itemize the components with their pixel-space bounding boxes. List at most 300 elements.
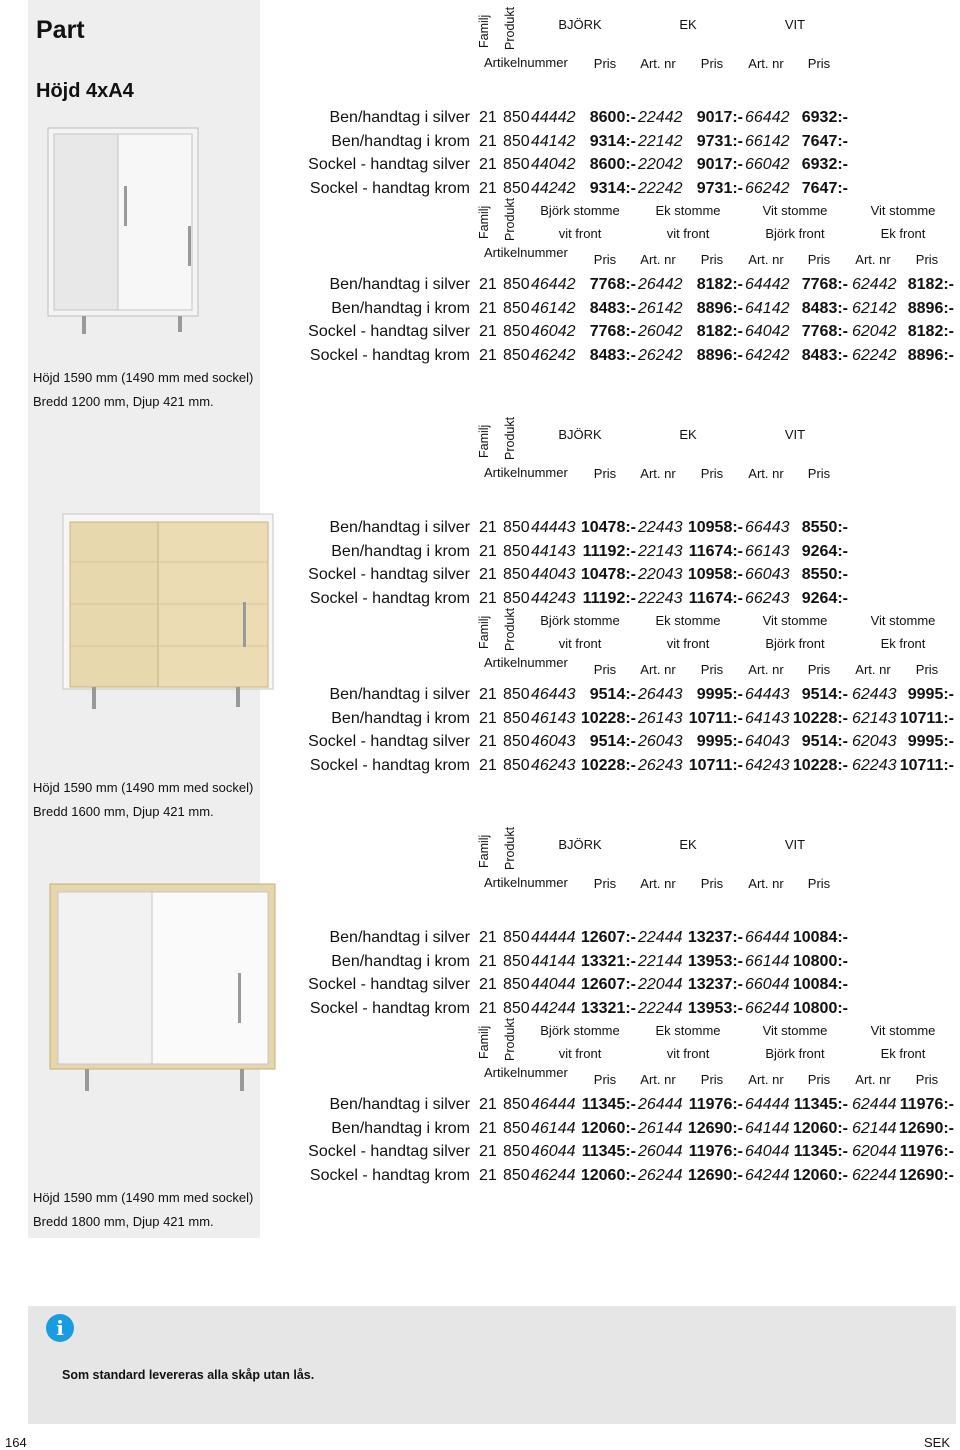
price-cell: 9017:- bbox=[696, 156, 743, 173]
produkt-cell: 850 bbox=[503, 346, 530, 364]
row-label: Sockel - handtag silver bbox=[308, 1143, 470, 1160]
artikelnummer-header: Artikelnummer bbox=[484, 55, 568, 70]
group-header: EK bbox=[679, 17, 697, 32]
row-label: Ben/handtag i silver bbox=[329, 276, 470, 293]
familj-cell: 21 bbox=[479, 1096, 497, 1113]
artnr-cell: 64142 bbox=[745, 299, 790, 317]
familj-cell: 21 bbox=[479, 929, 497, 946]
column-header: Art. nr bbox=[640, 56, 676, 71]
product-dimensions-line: Bredd 1600 mm, Djup 421 mm. bbox=[33, 804, 214, 819]
price-cell: 8182:- bbox=[907, 276, 954, 293]
artnr-cell: 22243 bbox=[638, 589, 683, 607]
artnr-cell: 64242 bbox=[745, 346, 790, 364]
artnr-cell: 44143 bbox=[531, 542, 576, 560]
artikelnummer-header: Artikelnummer bbox=[484, 655, 568, 670]
artnr-cell: 46442 bbox=[531, 276, 576, 293]
artnr-cell: 66044 bbox=[745, 976, 790, 993]
familj-cell: 21 bbox=[479, 132, 497, 150]
price-cell: 7768:- bbox=[589, 323, 636, 340]
artnr-cell: 22244 bbox=[638, 999, 683, 1017]
row-label: Sockel - handtag silver bbox=[308, 976, 470, 993]
price-cell: 10958:- bbox=[687, 519, 743, 536]
price-cell: 12060:- bbox=[580, 1166, 636, 1184]
artnr-cell: 66243 bbox=[745, 589, 790, 607]
column-header: Pris bbox=[807, 466, 831, 481]
group-subheader: vit front bbox=[558, 1046, 602, 1061]
artnr-cell: 26443 bbox=[638, 686, 683, 703]
group-header: Vit stomme bbox=[762, 613, 828, 628]
column-header: Pris bbox=[593, 662, 617, 677]
price-cell: 12060:- bbox=[580, 1119, 636, 1137]
artnr-cell: 26242 bbox=[638, 346, 683, 364]
page-number: 164 bbox=[5, 1435, 27, 1450]
produkt-cell: 850 bbox=[503, 156, 530, 173]
price-cell: 9514:- bbox=[801, 733, 848, 750]
produkt-header: Produkt bbox=[503, 416, 517, 460]
produkt-cell: 850 bbox=[503, 299, 530, 317]
price-cell: 12690:- bbox=[898, 1166, 954, 1184]
column-header: Pris bbox=[807, 252, 831, 267]
row-label: Ben/handtag i krom bbox=[331, 132, 470, 150]
column-header: Art. nr bbox=[640, 662, 676, 677]
column-header: Pris bbox=[915, 1072, 939, 1087]
group-header: Vit stomme bbox=[870, 613, 936, 628]
group-header: VIT bbox=[784, 837, 806, 852]
price-cell: 8483:- bbox=[589, 299, 636, 317]
group-header: Björk stomme bbox=[540, 1023, 620, 1038]
row-label: Ben/handtag i silver bbox=[329, 109, 470, 126]
produkt-cell: 850 bbox=[503, 1096, 530, 1113]
group-subheader: Björk front bbox=[765, 1046, 825, 1061]
price-cell: 10228:- bbox=[792, 709, 848, 727]
price-cell: 12690:- bbox=[687, 1166, 743, 1184]
price-cell: 8550:- bbox=[801, 566, 848, 583]
artnr-cell: 66143 bbox=[745, 542, 790, 560]
group-subheader: Ek front bbox=[880, 1046, 926, 1061]
price-cell: 10228:- bbox=[792, 756, 848, 774]
artnr-cell: 22443 bbox=[638, 519, 683, 536]
price-cell: 11345:- bbox=[581, 1096, 636, 1113]
row-label: Ben/handtag i krom bbox=[331, 299, 470, 317]
column-header: Pris bbox=[807, 876, 831, 891]
price-cell: 11976:- bbox=[899, 1096, 954, 1113]
price-cell: 9995:- bbox=[696, 733, 743, 750]
group-header: BJÖRK bbox=[558, 427, 602, 442]
column-header: Pris bbox=[915, 662, 939, 677]
row-label: Sockel - handtag silver bbox=[308, 156, 470, 173]
artnr-cell: 22043 bbox=[638, 566, 683, 583]
produkt-cell: 850 bbox=[503, 1119, 530, 1137]
product-dimensions-line: Höjd 1590 mm (1490 mm med sockel) bbox=[33, 780, 254, 795]
row-label: Sockel - handtag krom bbox=[309, 346, 470, 364]
price-cell: 8182:- bbox=[907, 323, 954, 340]
artnr-cell: 46443 bbox=[531, 686, 576, 703]
group-subheader: Ek front bbox=[880, 226, 926, 241]
artnr-cell: 66244 bbox=[745, 999, 790, 1017]
artnr-cell: 62444 bbox=[852, 1096, 897, 1113]
produkt-cell: 850 bbox=[503, 976, 530, 993]
column-header: Art. nr bbox=[640, 1072, 676, 1087]
price-cell: 8483:- bbox=[801, 299, 848, 317]
artnr-cell: 46143 bbox=[531, 709, 576, 727]
product-dimensions-line: Höjd 1590 mm (1490 mm med sockel) bbox=[33, 1190, 254, 1205]
artnr-cell: 62443 bbox=[852, 686, 897, 703]
row-label: Ben/handtag i silver bbox=[329, 519, 470, 536]
artnr-cell: 66144 bbox=[745, 952, 790, 970]
produkt-cell: 850 bbox=[503, 733, 530, 750]
group-header: Vit stomme bbox=[762, 1023, 828, 1038]
page-title: Part bbox=[36, 16, 85, 44]
artnr-cell: 62442 bbox=[852, 276, 897, 293]
price-cell: 10478:- bbox=[580, 519, 636, 536]
price-cell: 9514:- bbox=[589, 733, 636, 750]
artnr-cell: 64243 bbox=[745, 756, 790, 774]
group-header: Ek stomme bbox=[655, 203, 721, 218]
produkt-cell: 850 bbox=[503, 276, 530, 293]
familj-cell: 21 bbox=[479, 952, 497, 970]
price-cell: 12607:- bbox=[580, 929, 636, 946]
artnr-cell: 66042 bbox=[745, 156, 790, 173]
artnr-cell: 26444 bbox=[638, 1096, 683, 1113]
price-cell: 10084:- bbox=[792, 929, 848, 946]
row-label: Sockel - handtag krom bbox=[309, 179, 470, 197]
artnr-cell: 62143 bbox=[852, 709, 897, 727]
familj-header: Familj bbox=[477, 615, 491, 649]
familj-cell: 21 bbox=[479, 1166, 497, 1184]
column-header: Pris bbox=[593, 1072, 617, 1087]
column-header: Pris bbox=[915, 252, 939, 267]
group-header: Ek stomme bbox=[655, 1023, 721, 1038]
group-subheader: vit front bbox=[666, 636, 710, 651]
artnr-cell: 44243 bbox=[531, 589, 576, 607]
artnr-cell: 46244 bbox=[531, 1166, 576, 1184]
artnr-cell: 22142 bbox=[638, 132, 683, 150]
price-cell: 6932:- bbox=[801, 109, 848, 126]
price-cell: 9514:- bbox=[589, 686, 636, 703]
price-cell: 9017:- bbox=[696, 109, 743, 126]
price-cell: 7647:- bbox=[801, 179, 848, 197]
column-header: Art. nr bbox=[748, 876, 784, 891]
price-cell: 13237:- bbox=[687, 976, 743, 993]
artnr-cell: 46142 bbox=[531, 299, 576, 317]
price-cell: 10711:- bbox=[899, 756, 954, 774]
price-cell: 10711:- bbox=[688, 756, 743, 774]
artnr-cell: 66043 bbox=[745, 566, 790, 583]
price-cell: 8483:- bbox=[801, 346, 848, 364]
row-label: Ben/handtag i silver bbox=[329, 1096, 470, 1113]
price-cell: 10084:- bbox=[792, 976, 848, 993]
row-label: Ben/handtag i krom bbox=[331, 1119, 470, 1137]
familj-header: Familj bbox=[477, 834, 491, 868]
price-cell: 13321:- bbox=[580, 999, 636, 1017]
artikelnummer-header: Artikelnummer bbox=[484, 465, 568, 480]
price-cell: 8896:- bbox=[696, 346, 743, 364]
info-text: Som standard levereras alla skåp utan lås. bbox=[62, 1368, 315, 1382]
column-header: Art. nr bbox=[748, 466, 784, 481]
familj-header: Familj bbox=[477, 1025, 491, 1059]
artnr-cell: 22042 bbox=[638, 156, 683, 173]
familj-cell: 21 bbox=[479, 709, 497, 727]
price-cell: 10711:- bbox=[899, 709, 954, 727]
price-cell: 11976:- bbox=[899, 1143, 954, 1160]
artnr-cell: 44443 bbox=[531, 519, 576, 536]
price-cell: 13321:- bbox=[580, 952, 636, 970]
artnr-cell: 26442 bbox=[638, 276, 683, 293]
artnr-cell: 46242 bbox=[531, 346, 576, 364]
column-header: Art. nr bbox=[640, 876, 676, 891]
familj-cell: 21 bbox=[479, 109, 497, 126]
price-cell: 11674:- bbox=[688, 589, 743, 607]
group-subheader: Ek front bbox=[880, 636, 926, 651]
produkt-header: Produkt bbox=[503, 197, 517, 241]
price-cell: 10228:- bbox=[580, 709, 636, 727]
produkt-header: Produkt bbox=[503, 6, 517, 50]
familj-cell: 21 bbox=[479, 999, 497, 1017]
column-header: Pris bbox=[807, 56, 831, 71]
product-dimensions-line: Bredd 1800 mm, Djup 421 mm. bbox=[33, 1214, 214, 1229]
price-cell: 12607:- bbox=[580, 976, 636, 993]
column-header: Art. nr bbox=[855, 252, 891, 267]
familj-cell: 21 bbox=[479, 686, 497, 703]
artnr-cell: 66443 bbox=[745, 519, 790, 536]
familj-cell: 21 bbox=[479, 323, 497, 340]
info-box bbox=[28, 1306, 956, 1424]
group-header: Björk stomme bbox=[540, 203, 620, 218]
group-header: Björk stomme bbox=[540, 613, 620, 628]
product-dimensions-line: Bredd 1200 mm, Djup 421 mm. bbox=[33, 394, 214, 409]
column-header: Pris bbox=[700, 662, 724, 677]
artnr-cell: 62042 bbox=[852, 323, 897, 340]
column-header: Art. nr bbox=[748, 662, 784, 677]
column-header: Pris bbox=[700, 252, 724, 267]
price-cell: 7768:- bbox=[801, 276, 848, 293]
produkt-cell: 850 bbox=[503, 589, 530, 607]
artnr-cell: 64443 bbox=[745, 686, 790, 703]
price-cell: 13237:- bbox=[687, 929, 743, 946]
produkt-cell: 850 bbox=[503, 542, 530, 560]
group-header: BJÖRK bbox=[558, 17, 602, 32]
artnr-cell: 62243 bbox=[852, 756, 897, 774]
price-cell: 9731:- bbox=[696, 179, 743, 197]
group-header: EK bbox=[679, 837, 697, 852]
price-cell: 12690:- bbox=[898, 1119, 954, 1137]
price-cell: 11976:- bbox=[688, 1096, 743, 1113]
price-cell: 9731:- bbox=[696, 132, 743, 150]
price-cell: 9264:- bbox=[801, 542, 848, 560]
price-cell: 10800:- bbox=[792, 999, 848, 1017]
produkt-cell: 850 bbox=[503, 999, 530, 1017]
price-cell: 8182:- bbox=[696, 323, 743, 340]
artnr-cell: 62144 bbox=[852, 1119, 897, 1137]
group-subheader: Björk front bbox=[765, 226, 825, 241]
artnr-cell: 66242 bbox=[745, 179, 790, 197]
artnr-cell: 46144 bbox=[531, 1119, 576, 1137]
artikelnummer-header: Artikelnummer bbox=[484, 245, 568, 260]
price-cell: 11192:- bbox=[582, 589, 636, 607]
price-cell: 13953:- bbox=[687, 999, 743, 1017]
price-cell: 10228:- bbox=[580, 756, 636, 774]
price-cell: 11192:- bbox=[582, 542, 636, 560]
row-label: Ben/handtag i silver bbox=[329, 686, 470, 703]
artnr-cell: 64144 bbox=[745, 1119, 790, 1137]
price-cell: 6932:- bbox=[801, 156, 848, 173]
familj-cell: 21 bbox=[479, 276, 497, 293]
produkt-cell: 850 bbox=[503, 952, 530, 970]
price-cell: 11345:- bbox=[581, 1143, 636, 1160]
artnr-cell: 64442 bbox=[745, 276, 790, 293]
column-header: Art. nr bbox=[640, 466, 676, 481]
produkt-cell: 850 bbox=[503, 132, 530, 150]
column-header: Art. nr bbox=[855, 1072, 891, 1087]
artnr-cell: 64444 bbox=[745, 1096, 790, 1113]
artnr-cell: 22442 bbox=[638, 109, 683, 126]
price-cell: 10958:- bbox=[687, 566, 743, 583]
price-cell: 8600:- bbox=[589, 109, 636, 126]
price-cell: 11674:- bbox=[688, 542, 743, 560]
column-header: Pris bbox=[700, 876, 724, 891]
artnr-cell: 66444 bbox=[745, 929, 790, 946]
artnr-cell: 46043 bbox=[531, 733, 576, 750]
column-header: Pris bbox=[593, 466, 617, 481]
price-cell: 11976:- bbox=[688, 1143, 743, 1160]
artnr-cell: 64042 bbox=[745, 323, 790, 340]
artikelnummer-header: Artikelnummer bbox=[484, 1065, 568, 1080]
produkt-cell: 850 bbox=[503, 1166, 530, 1184]
artnr-cell: 64044 bbox=[745, 1143, 790, 1160]
artnr-cell: 66442 bbox=[745, 109, 790, 126]
group-subheader: vit front bbox=[666, 226, 710, 241]
row-label: Ben/handtag i krom bbox=[331, 952, 470, 970]
price-cell: 9264:- bbox=[801, 589, 848, 607]
produkt-cell: 850 bbox=[503, 323, 530, 340]
produkt-cell: 850 bbox=[503, 566, 530, 583]
familj-cell: 21 bbox=[479, 1119, 497, 1137]
column-header: Art. nr bbox=[748, 252, 784, 267]
price-cell: 8896:- bbox=[696, 299, 743, 317]
column-header: Pris bbox=[700, 1072, 724, 1087]
column-header: Art. nr bbox=[748, 56, 784, 71]
artnr-cell: 62043 bbox=[852, 733, 897, 750]
column-header: Pris bbox=[593, 876, 617, 891]
row-label: Sockel - handtag silver bbox=[308, 566, 470, 583]
artnr-cell: 46444 bbox=[531, 1096, 576, 1113]
produkt-cell: 850 bbox=[503, 709, 530, 727]
artnr-cell: 26042 bbox=[638, 323, 683, 340]
artnr-cell: 62242 bbox=[852, 346, 897, 364]
column-header: Art. nr bbox=[855, 662, 891, 677]
artnr-cell: 44042 bbox=[531, 156, 576, 173]
artnr-cell: 22242 bbox=[638, 179, 683, 197]
column-header: Pris bbox=[593, 56, 617, 71]
artnr-cell: 26143 bbox=[638, 709, 683, 727]
price-cell: 12690:- bbox=[687, 1119, 743, 1137]
price-cell: 8896:- bbox=[907, 346, 954, 364]
price-cell: 13953:- bbox=[687, 952, 743, 970]
produkt-cell: 850 bbox=[503, 1143, 530, 1160]
artnr-cell: 26243 bbox=[638, 756, 683, 774]
produkt-cell: 850 bbox=[503, 519, 530, 536]
row-label: Sockel - handtag silver bbox=[308, 323, 470, 340]
familj-cell: 21 bbox=[479, 589, 497, 607]
price-cell: 8182:- bbox=[696, 276, 743, 293]
produkt-header: Produkt bbox=[503, 1017, 517, 1061]
group-subheader: Björk front bbox=[765, 636, 825, 651]
artikelnummer-header: Artikelnummer bbox=[484, 875, 568, 890]
row-label: Sockel - handtag krom bbox=[309, 589, 470, 607]
artnr-cell: 44043 bbox=[531, 566, 576, 583]
column-header: Pris bbox=[700, 56, 724, 71]
row-label: Sockel - handtag krom bbox=[309, 999, 470, 1017]
info-icon: i bbox=[46, 1314, 74, 1342]
artnr-cell: 46044 bbox=[531, 1143, 576, 1160]
familj-cell: 21 bbox=[479, 566, 497, 583]
group-header: Ek stomme bbox=[655, 613, 721, 628]
artnr-cell: 44444 bbox=[531, 929, 576, 946]
artnr-cell: 46042 bbox=[531, 323, 576, 340]
familj-cell: 21 bbox=[479, 519, 497, 536]
familj-cell: 21 bbox=[479, 1143, 497, 1160]
familj-cell: 21 bbox=[479, 299, 497, 317]
artnr-cell: 64143 bbox=[745, 709, 790, 727]
produkt-cell: 850 bbox=[503, 756, 530, 774]
artnr-cell: 66142 bbox=[745, 132, 790, 150]
artnr-cell: 22044 bbox=[638, 976, 683, 993]
price-cell: 8896:- bbox=[907, 299, 954, 317]
row-label: Ben/handtag i silver bbox=[329, 929, 470, 946]
artnr-cell: 62244 bbox=[852, 1166, 897, 1184]
artnr-cell: 44144 bbox=[531, 952, 576, 970]
group-header: Vit stomme bbox=[870, 203, 936, 218]
artnr-cell: 22143 bbox=[638, 542, 683, 560]
column-header: Pris bbox=[807, 662, 831, 677]
familj-cell: 21 bbox=[479, 542, 497, 560]
price-cell: 8550:- bbox=[801, 519, 848, 536]
price-cell: 8483:- bbox=[589, 346, 636, 364]
price-cell: 9995:- bbox=[696, 686, 743, 703]
artnr-cell: 46243 bbox=[531, 756, 576, 774]
artnr-cell: 26044 bbox=[638, 1143, 683, 1160]
artnr-cell: 44044 bbox=[531, 976, 576, 993]
group-header: BJÖRK bbox=[558, 837, 602, 852]
group-subheader: vit front bbox=[666, 1046, 710, 1061]
price-cell: 9995:- bbox=[907, 733, 954, 750]
artnr-cell: 26144 bbox=[638, 1119, 683, 1137]
produkt-cell: 850 bbox=[503, 179, 530, 197]
column-header: Pris bbox=[593, 252, 617, 267]
artnr-cell: 62142 bbox=[852, 299, 897, 317]
price-cell: 12060:- bbox=[792, 1119, 848, 1137]
artnr-cell: 26043 bbox=[638, 733, 683, 750]
group-header: Vit stomme bbox=[870, 1023, 936, 1038]
artnr-cell: 44242 bbox=[531, 179, 576, 197]
price-cell: 7768:- bbox=[801, 323, 848, 340]
group-header: EK bbox=[679, 427, 697, 442]
price-cell: 11345:- bbox=[793, 1143, 848, 1160]
page-subtitle: Höjd 4xA4 bbox=[36, 80, 134, 102]
familj-cell: 21 bbox=[479, 756, 497, 774]
price-cell: 8600:- bbox=[589, 156, 636, 173]
row-label: Sockel - handtag krom bbox=[309, 756, 470, 774]
produkt-cell: 850 bbox=[503, 929, 530, 946]
group-header: Vit stomme bbox=[762, 203, 828, 218]
price-cell: 7768:- bbox=[589, 276, 636, 293]
column-header: Art. nr bbox=[640, 252, 676, 267]
price-cell: 10711:- bbox=[688, 709, 743, 727]
familj-cell: 21 bbox=[479, 179, 497, 197]
column-header: Pris bbox=[700, 466, 724, 481]
artnr-cell: 44442 bbox=[531, 109, 576, 126]
artnr-cell: 26244 bbox=[638, 1166, 683, 1184]
